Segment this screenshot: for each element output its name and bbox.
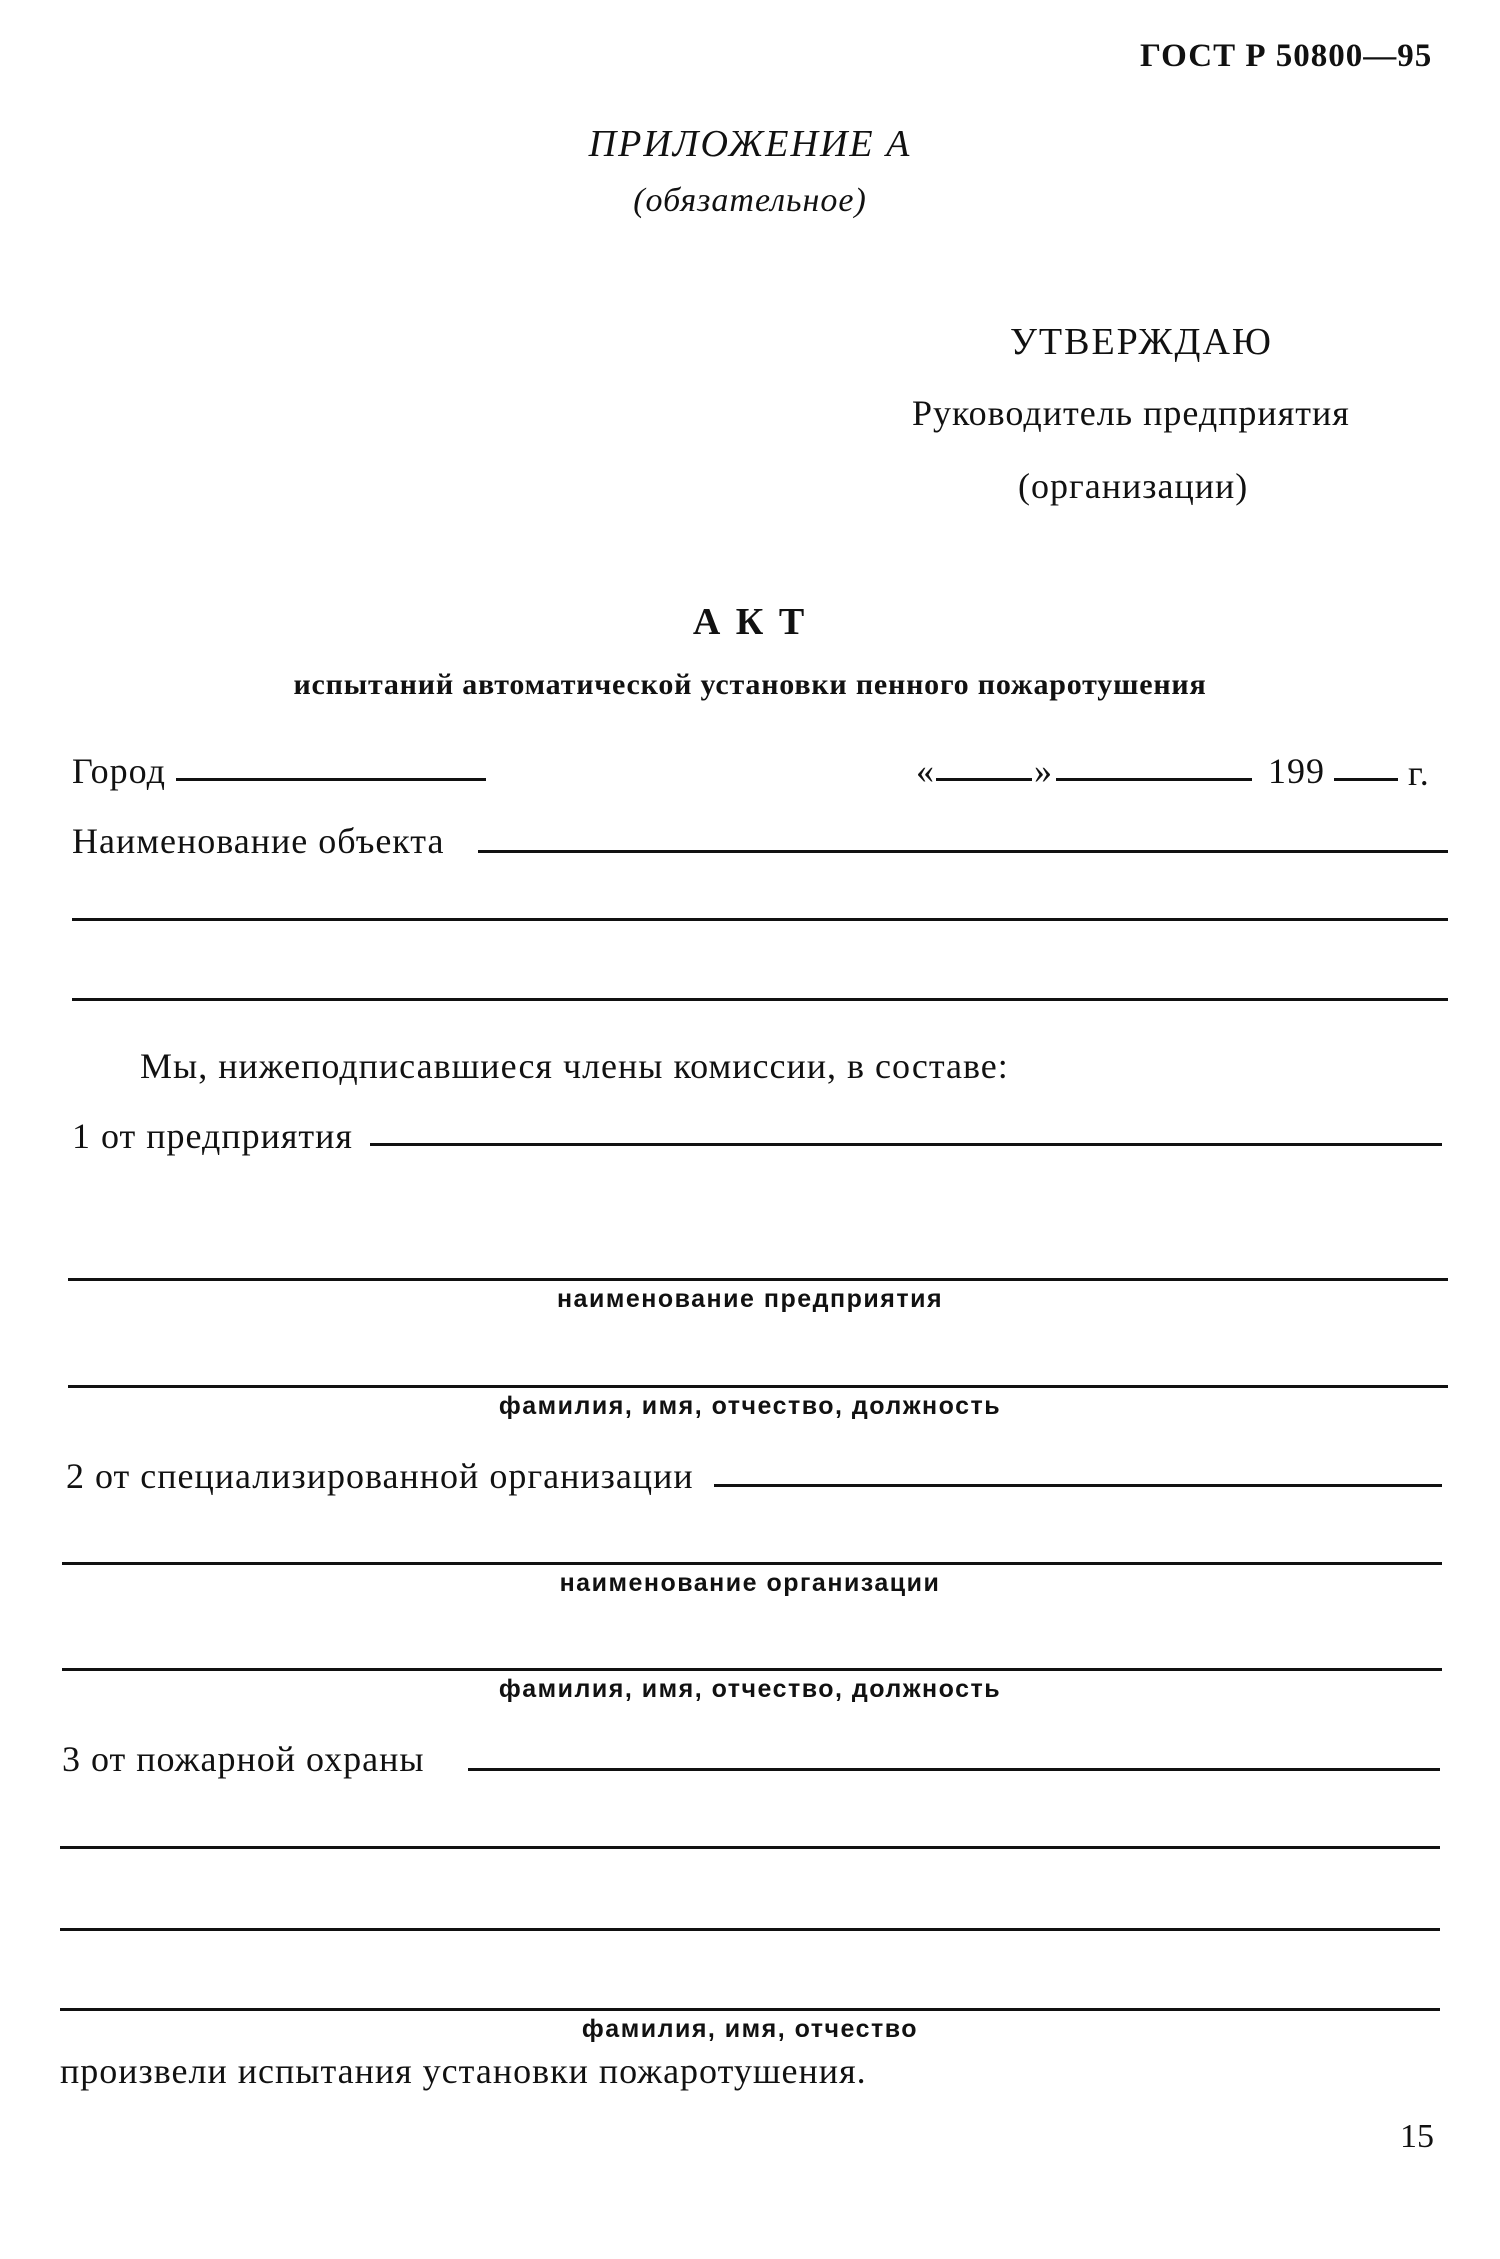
commission-intro: Мы, нижеподписавшиеся члены комиссии, в составе: xyxy=(140,1046,1009,1086)
member-2-label: 2 от специализированной организации xyxy=(66,1456,694,1496)
member-3-field[interactable] xyxy=(468,1768,1440,1771)
approval-position-line1: Руководитель предприятия xyxy=(912,393,1350,433)
object-name-field-line2[interactable] xyxy=(72,918,1448,921)
date-open-quote: « xyxy=(916,751,935,791)
act-subtitle: испытаний автоматической установки пенного пожаротушения xyxy=(293,668,1207,701)
approval-word: УТВЕРЖДАЮ xyxy=(1010,321,1273,363)
member-3-label: 3 от пожарной охраны xyxy=(62,1739,425,1779)
year-field[interactable] xyxy=(1334,778,1398,781)
member-1-label: 1 от предприятия xyxy=(72,1116,353,1156)
member-3-person-field[interactable] xyxy=(60,2008,1440,2011)
member-1-org-caption: наименование предприятия xyxy=(556,1285,944,1313)
closing-text: произвели испытания установки пожаротушения. xyxy=(60,2051,867,2091)
date-day-field[interactable] xyxy=(936,778,1032,781)
appendix-status: (обязательное) xyxy=(633,182,867,219)
member-1-person-caption: фамилия, имя, отчество, должность xyxy=(498,1392,1002,1420)
member-1-org-field[interactable] xyxy=(68,1278,1448,1281)
member-3-field-line3[interactable] xyxy=(60,1928,1440,1931)
appendix-title: ПРИЛОЖЕНИЕ А xyxy=(588,123,912,165)
member-3-field-line2[interactable] xyxy=(60,1846,1440,1849)
member-2-org-field[interactable] xyxy=(62,1562,1442,1565)
object-name-field-line3[interactable] xyxy=(72,998,1448,1001)
member-1-person-field[interactable] xyxy=(68,1385,1448,1388)
member-2-org-caption: наименование организации xyxy=(559,1569,941,1597)
act-title: А К Т xyxy=(692,601,808,643)
object-name-field[interactable] xyxy=(478,850,1448,853)
standard-number: ГОСТ Р 50800—95 xyxy=(1140,38,1433,74)
city-field[interactable] xyxy=(176,778,486,781)
city-label: Город xyxy=(72,751,166,791)
member-2-person-field[interactable] xyxy=(62,1668,1442,1671)
page-number: 15 xyxy=(1400,2118,1434,2155)
member-3-person-caption: фамилия, имя, отчество xyxy=(581,2015,919,2043)
date-close-quote: » xyxy=(1034,751,1053,791)
date-month-field[interactable] xyxy=(1056,778,1252,781)
year-prefix: 199 xyxy=(1268,751,1325,791)
member-2-person-caption: фамилия, имя, отчество, должность xyxy=(498,1675,1002,1703)
approval-position-line2: (организации) xyxy=(1018,466,1249,506)
member-2-field[interactable] xyxy=(714,1484,1442,1487)
object-name-label: Наименование объекта xyxy=(72,821,445,861)
year-suffix: г. xyxy=(1408,753,1430,793)
member-1-field[interactable] xyxy=(370,1143,1442,1146)
